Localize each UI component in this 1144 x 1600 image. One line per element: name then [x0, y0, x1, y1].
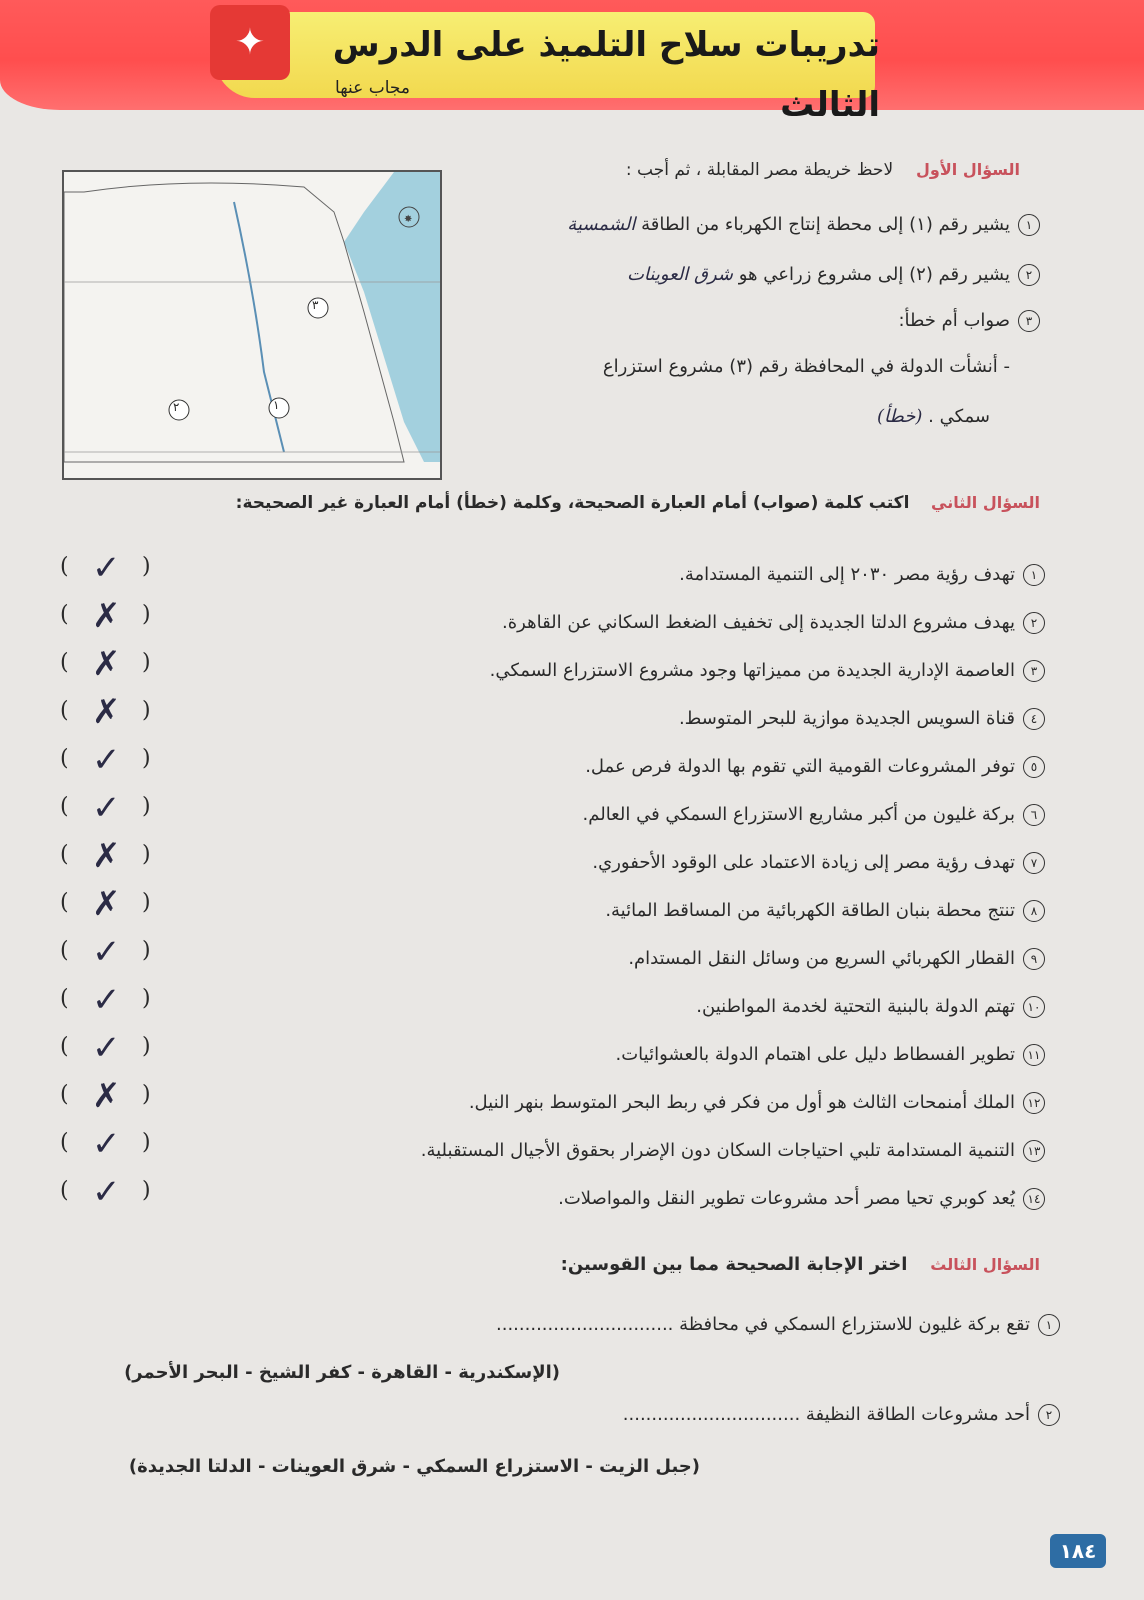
q2-item: ١١تطوير الفسطاط دليل على اهتمام الدولة بالعشوائيات. — [200, 1040, 1045, 1070]
check-mark-icon: ✓ — [92, 1028, 121, 1068]
check-mark-icon: ✓ — [92, 740, 121, 780]
q1-item-3: ٣صواب أم خطأ: — [450, 306, 1040, 336]
close-paren: ) — [142, 1082, 151, 1107]
cross-mark-icon: ✗ — [92, 1076, 121, 1116]
close-paren: ) — [142, 986, 151, 1011]
open-paren: ( — [60, 1082, 69, 1107]
q2-item: ٥توفر المشروعات القومية التي تقوم بها الدولة فرص عمل. — [200, 752, 1045, 782]
q1-item-1: ١يشير رقم (١) إلى محطة إنتاج الكهرباء من الطاقة الشمسية — [450, 210, 1040, 240]
open-paren: ( — [60, 1034, 69, 1059]
q3-prompt: اختر الإجابة الصحيحة مما بين القوسين: — [560, 1254, 908, 1275]
open-paren: ( — [60, 650, 69, 675]
close-paren: ) — [142, 698, 151, 723]
q1-item-2: ٢يشير رقم (٢) إلى مشروع زراعي هو شرق العوينات — [450, 260, 1040, 290]
map-marker-1: ١ — [273, 398, 280, 412]
q2-answer-box — [60, 932, 160, 972]
q2-answer-box — [60, 836, 160, 876]
close-paren: ) — [142, 1130, 151, 1155]
q2-answer-box — [60, 740, 160, 780]
check-mark-icon: ✓ — [92, 788, 121, 828]
q1-sub: - أنشأت الدولة في المحافظة رقم (٣) مشروع استزراع — [602, 356, 1010, 377]
q2-item: ٧تهدف رؤية مصر إلى زيادة الاعتماد على الوقود الأحفوري. — [200, 848, 1045, 878]
q2-item: ١٢الملك أمنمحات الثالث هو أول من فكر في ربط البحر المتوسط بنهر النيل. — [200, 1088, 1045, 1118]
q2-header — [60, 488, 1040, 518]
close-paren: ) — [142, 554, 151, 579]
open-paren: ( — [60, 938, 69, 963]
close-paren: ) — [142, 1178, 151, 1203]
answered-label: مجاب عنها — [335, 78, 410, 98]
q2-item: ١تهدف رؤية مصر ٢٠٣٠ إلى التنمية المستدامة. — [200, 560, 1045, 590]
q2-prompt: اكتب كلمة (صواب) أمام العبارة الصحيحة، وكلمة (خطأ) أمام العبارة غير الصحيحة: — [235, 493, 910, 513]
close-paren: ) — [142, 1034, 151, 1059]
q2-answer-box — [60, 596, 160, 636]
close-paren: ) — [142, 938, 151, 963]
q3-header — [480, 1250, 1040, 1280]
open-paren: ( — [60, 986, 69, 1011]
egypt-map — [62, 170, 442, 480]
close-paren: ) — [142, 794, 151, 819]
close-paren: ) — [142, 746, 151, 771]
q3-item-1: ١تقع بركة غليون للاستزراع السمكي في محافظة ............................... — [380, 1310, 1060, 1340]
open-paren: ( — [60, 746, 69, 771]
q2-item: ٨تنتج محطة بنبان الطاقة الكهربائية من المساقط المائية. — [200, 896, 1045, 926]
q2-answer-box — [60, 692, 160, 732]
close-paren: ) — [142, 842, 151, 867]
open-paren: ( — [60, 1130, 69, 1155]
q2-answer-box — [60, 1028, 160, 1068]
svg-text:✸: ✸ — [404, 214, 413, 225]
q1-header — [460, 155, 1020, 185]
open-paren: ( — [60, 794, 69, 819]
open-paren: ( — [60, 890, 69, 915]
close-paren: ) — [142, 890, 151, 915]
q2-item: ١٣التنمية المستدامة تلبي احتياجات السكان دون الإضرار بحقوق الأجيال المستقبلية. — [200, 1136, 1045, 1166]
cross-mark-icon: ✗ — [92, 884, 121, 924]
q2-answer-box — [60, 884, 160, 924]
q1-sub2: سمكي . (خطأ) — [876, 406, 990, 427]
close-paren: ) — [142, 650, 151, 675]
q2-answer-box — [60, 548, 160, 588]
cross-mark-icon: ✗ — [92, 644, 121, 684]
q2-item: ٢يهدف مشروع الدلتا الجديدة إلى تخفيف الضغط السكاني عن القاهرة. — [200, 608, 1045, 638]
q3-label: السؤال الثالث — [930, 1255, 1040, 1274]
map-marker-3: ٣ — [312, 298, 319, 312]
q2-item: ٤قناة السويس الجديدة موازية للبحر المتوسط. — [200, 704, 1045, 734]
cross-mark-icon: ✗ — [92, 836, 121, 876]
map-marker-2: ٢ — [173, 400, 180, 414]
open-paren: ( — [60, 1178, 69, 1203]
q2-answer-box — [60, 1076, 160, 1116]
page-title: تدريبات سلاح التلميذ على الدرس الثالث — [332, 25, 880, 125]
open-paren: ( — [60, 602, 69, 627]
q3-item-2: ٢أحد مشروعات الطاقة النظيفة ............................... — [540, 1400, 1060, 1430]
cross-mark-icon: ✗ — [92, 692, 121, 732]
q2-label: السؤال الثاني — [931, 493, 1040, 512]
q2-item: ١٠تهتم الدولة بالبنية التحتية لخدمة المواطنين. — [200, 992, 1045, 1022]
check-mark-icon: ✓ — [92, 932, 121, 972]
check-mark-icon: ✓ — [92, 1124, 121, 1164]
q1-label: السؤال الأول — [916, 160, 1020, 179]
q1-answer-1: الشمسية — [567, 214, 636, 235]
check-mark-icon: ✓ — [92, 548, 121, 588]
cross-mark-icon: ✗ — [92, 596, 121, 636]
q1-sub-answer: (خطأ) — [876, 406, 923, 427]
q2-item: ٦بركة غليون من أكبر مشاريع الاستزراع السمكي في العالم. — [200, 800, 1045, 830]
q3-options-1: (الإسكندرية - القاهرة - كفر الشيخ - البحر الأحمر) — [124, 1362, 560, 1383]
q2-answer-box — [60, 1172, 160, 1212]
q2-answer-box — [60, 644, 160, 684]
check-mark-icon: ✓ — [92, 980, 121, 1020]
check-mark-icon: ✓ — [92, 1172, 121, 1212]
q3-options-2: (جبل الزيت - الاستزراع السمكي - شرق العوينات - الدلتا الجديدة) — [128, 1456, 700, 1477]
q2-answer-box — [60, 980, 160, 1020]
egypt-map-svg — [64, 172, 440, 478]
close-paren: ) — [142, 602, 151, 627]
page-number: ١٨٤ — [1050, 1534, 1106, 1568]
q2-item: ٣العاصمة الإدارية الجديدة من مميزاتها وجود مشروع الاستزراع السمكي. — [200, 656, 1045, 686]
q1-prompt: لاحظ خريطة مصر المقابلة ، ثم أجب : — [625, 160, 894, 180]
q2-item: ٩القطار الكهربائي السريع من وسائل النقل المستدام. — [200, 944, 1045, 974]
q1-answer-2: شرق العوينات — [626, 264, 734, 285]
open-paren: ( — [60, 698, 69, 723]
q2-answer-box — [60, 1124, 160, 1164]
q2-item: ١٤يُعد كوبري تحيا مصر أحد مشروعات تطوير النقل والمواصلات. — [200, 1184, 1045, 1214]
open-paren: ( — [60, 842, 69, 867]
q2-answer-box — [60, 788, 160, 828]
kids-logo-icon: ✦ — [210, 5, 290, 80]
open-paren: ( — [60, 554, 69, 579]
